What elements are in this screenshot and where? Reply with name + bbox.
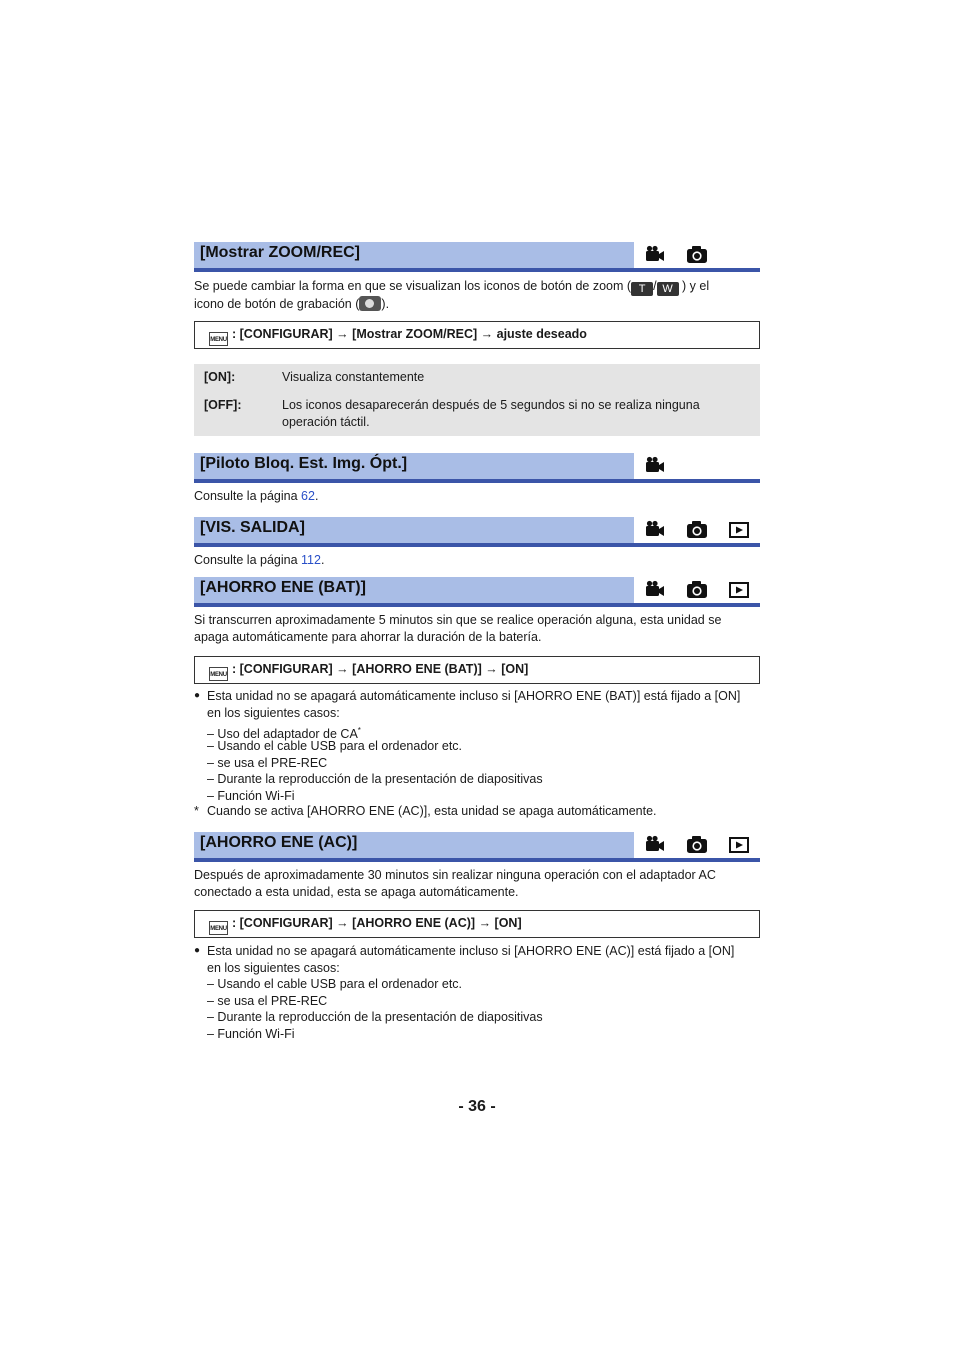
section-underline	[194, 603, 760, 607]
list-item: – se usa el PRE-REC	[207, 994, 328, 1008]
option-key: [OFF]:	[204, 398, 242, 412]
section-title: [Piloto Bloq. Est. Img. Ópt.]	[194, 453, 634, 479]
menu-icon: MENU	[209, 667, 228, 681]
option-value: Visualiza constantemente	[282, 370, 425, 384]
option-value: Los iconos desaparecerán después de 5 segundos si no se realiza ninguna operación táctil.	[282, 398, 700, 429]
list-item: – Durante la reproducción de la presentación de diapositivas	[207, 1010, 543, 1024]
page-number: - 36 -	[458, 1098, 496, 1115]
options-table	[194, 364, 760, 436]
section-underline	[194, 858, 760, 862]
menu-path-zoom-rec: MENU : [CONFIGURAR] → [Mostrar ZOOM/REC] → ajuste deseado	[194, 321, 760, 349]
footnote: Cuando se activa [AHORRO ENE (AC)], esta unidad se apaga automáticamente.	[207, 804, 657, 818]
bullet-icon: ●	[194, 690, 201, 701]
section-header-ahorro-bat	[194, 577, 760, 607]
list-item: – se usa el PRE-REC	[207, 756, 328, 770]
menu-icon: MENU	[209, 332, 228, 346]
menu-path-ahorro-bat: MENU : [CONFIGURAR] → [AHORRO ENE (BAT)] → [ON]	[194, 656, 760, 684]
page-link-62[interactable]: 62	[301, 489, 315, 503]
list-item: – Usando el cable USB para el ordenador etc.	[207, 977, 463, 991]
photo-mode-icon	[686, 244, 708, 264]
piloto-reference: Consulte la página 62.	[194, 489, 319, 503]
ahorro-ac-description: Después de aproximadamente 30 minutos sin realizar ninguna operación con el adaptador AC conectado a esta unidad, esta se apaga automáticamente.	[194, 868, 716, 899]
section-title: [Mostrar ZOOM/REC]	[194, 242, 634, 268]
section-underline	[194, 479, 760, 483]
playback-mode-icon	[728, 834, 750, 854]
ahorro-bat-note: Esta unidad no se apagará automáticamente incluso si [AHORRO ENE (BAT)] está fijado a [ON] en los siguientes casos:	[207, 689, 741, 720]
video-mode-icon	[644, 579, 666, 599]
list-item: – Usando el cable USB para el ordenador etc.	[207, 739, 463, 753]
menu-icon: MENU	[209, 921, 228, 935]
zoom-w-button-icon: W	[657, 282, 679, 296]
section-underline	[194, 543, 760, 547]
list-item: – Uso del adaptador de CA*	[207, 726, 361, 742]
list-item: – Función Wi-Fi	[207, 789, 295, 803]
video-mode-icon	[644, 455, 666, 475]
menu-path-ahorro-ac: MENU : [CONFIGURAR] → [AHORRO ENE (AC)] → [ON]	[194, 910, 760, 938]
zoom-rec-description: Se puede cambiar la forma en que se visualizan los iconos de botón de zoom ( T / W ) y el icono de botón de grabación ( ).	[194, 279, 710, 311]
footnote-marker: *	[194, 804, 199, 818]
record-button-icon	[359, 296, 381, 311]
playback-mode-icon	[728, 579, 750, 599]
section-title: [AHORRO ENE (AC)]	[194, 832, 634, 858]
photo-mode-icon	[686, 519, 708, 539]
section-underline	[194, 268, 760, 272]
section-header-vis-salida	[194, 517, 760, 547]
section-title: [VIS. SALIDA]	[194, 517, 634, 543]
section-header-piloto	[194, 453, 760, 483]
section-title: [AHORRO ENE (BAT)]	[194, 577, 634, 603]
vis-salida-reference: Consulte la página 112.	[194, 553, 325, 567]
list-item: – Función Wi-Fi	[207, 1027, 295, 1041]
video-mode-icon	[644, 834, 666, 854]
video-mode-icon	[644, 519, 666, 539]
page-link-112[interactable]: 112	[301, 553, 321, 567]
playback-mode-icon	[728, 519, 750, 539]
ahorro-ac-note: Esta unidad no se apagará automáticamente incluso si [AHORRO ENE (AC)] está fijado a [ON] en los siguientes casos:	[207, 944, 735, 975]
photo-mode-icon	[686, 579, 708, 599]
video-mode-icon	[644, 244, 666, 264]
photo-mode-icon	[686, 834, 708, 854]
section-header-mostrar-zoom-rec	[194, 242, 760, 272]
zoom-t-button-icon: T	[631, 282, 653, 296]
section-header-ahorro-ac	[194, 832, 760, 862]
ahorro-bat-description: Si transcurren aproximadamente 5 minutos sin que se realice operación alguna, esta unidad se apaga automáticamente para ahorrar la duración de la batería.	[194, 613, 722, 644]
list-item: – Durante la reproducción de la presentación de diapositivas	[207, 772, 543, 786]
option-key: [ON]:	[204, 370, 236, 384]
bullet-icon: ●	[194, 945, 201, 956]
